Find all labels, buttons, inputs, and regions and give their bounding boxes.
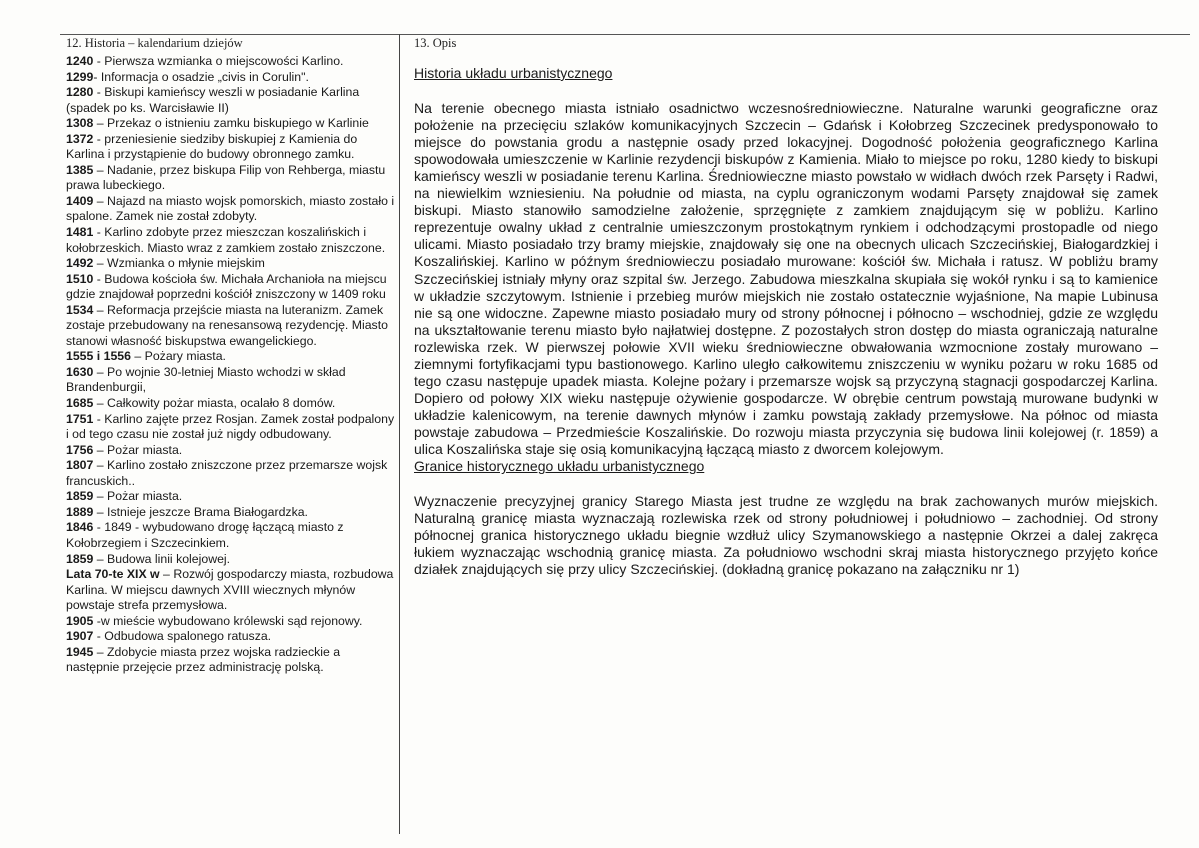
entry-year: 1751: [66, 411, 94, 426]
entry-text: - Karlino zdobyte przez mieszczan koszalińskich i kołobrzeskich. Miasto wraz z zamkiem zostało zniszczone.: [66, 225, 386, 255]
timeline-entry: [66, 412, 396, 443]
timeline-entry: [66, 303, 396, 350]
timeline-entry: [66, 458, 396, 489]
entry-year: 1846: [66, 520, 94, 535]
entry-text: - Odbudowa spalonego ratusza.: [93, 629, 272, 644]
entry-text: - Pierwsza wzmianka o miejscowości Karlino.: [93, 54, 344, 68]
description-column: [414, 65, 1158, 578]
entry-text: – Wzmianka o młynie miejskim: [93, 256, 265, 271]
timeline-entry: [66, 645, 396, 676]
entry-text: – Nadanie, przez biskupa Filip von Rehberga, miastu prawa lubeckiego.: [66, 162, 386, 193]
history-paragraph: Na terenie obecnego miasta istniało osadnictwo wczesnośredniowieczne. Naturalne warunki geograficzne oraz położenie na przecięciu szlaków komunikacyjnych Szczecin – Gdańsk i Kołobrzeg Szczecinek predysponowało to miejsce do powstania grodu a następnie osady przed lokacyjnej. Dogodność położenia geograficznego Karlina spowodowała umieszczenie w Karlinie rezydencji biskupów z Kamienia. Miało to miejsce po roku, 1280 kiedy to biskupi kamieńscy weszli w posiadanie terenu Karlina. Średniowieczne miasto powstało w widłach dwóch rzek Parsęty i Radwi, na niewielkim wzniesieniu. Na południe od miasta, na cyplu ograniczonym wodami Parsęty znajdował się zamek biskupi. Miasto stanowiło samodzielne założenie, sprzęgnięte z zamkiem znajdującym się w pobliżu. Karlino reprezentuje owalny układ z centralnie umieszczonym prostokątnym rynkiem i odchodzącymi prostopadle od niego ulicami. Miasto posiadało trzy bramy miejskie, znajdowały się one na obecnych ulicach Szczecińskiej, Białogardzkiej i Koszalińskiej. Karlino w późnym średniowieczu posiadało murowane: kościół św. Michała i ratusz. W pobliżu bramy Szczecińskiej istniały młyny oraz szpital św. Jerzego. Zabudowa mieszkalna skupiała się wokół rynku i są to kamienice w układzie szczytowym. Istnienie i przebieg murów miejskich nie zostało ostatecznie wyjaśnione, Na mapie Lubinusa nie są one widoczne. Zapewne miasto posiadało mury od strony północnej i północno – wschodniej, gdzie ze względu na ukształtowanie terenu miasto było najłatwiej dostępne. Z pozostałych stron dostęp do miasta ograniczają naturalne rozlewiska rzek. W pierwszej połowie XVII wieku średniowieczne obwałowania wzmocnione zostały murowano – ziemnymi fortyfikacjami typu bastionowego. Karlino uległo całkowitemu zniszczeniu w wyniku pożaru w roku 1685 od tego czasu następuje upadek miasta. Kolejne pożary i przemarsze wojsk są przyczyną stagnacji gospodarczej Karlina. Dopiero od połowy XIX wieku następuje ożywienie gospodarcze. W obrębie centrum powstają murowane budynki w układzie kalenicowym, na terenie dawnych młynów i zamku powstają zakłady przemysłowe. Na północ od miasta powstaje zabudowa – Przedmieście Koszalińskie. Do rozwoju miasta przyczynia się budowa linii kolejowej (r. 1859) a ulica Koszalińska staje się osią komunikacyjną łączącą miasto z dworcem kolejowym.: [414, 100, 1158, 457]
entry-text: - 1849 - wybudowano drogę łączącą miasto z Kołobrzegiem i Szczecinkiem.: [66, 520, 344, 550]
entry-year: 1409: [66, 193, 94, 208]
entry-year: 1308: [66, 116, 94, 131]
entry-year: 1685: [66, 396, 94, 411]
timeline-entry: [66, 349, 396, 365]
entry-year: 1859: [66, 551, 94, 566]
entry-year: 1372: [66, 131, 94, 146]
entry-year: 1481: [66, 225, 94, 240]
entry-text: – Budowa linii kolejowej.: [93, 551, 231, 566]
description-heading: 13. Opis: [414, 36, 457, 50]
entry-text: – Zdobycie miasta przez wojska radzieckie a następnie przejęcie przez administrację polską.: [66, 644, 341, 675]
entry-year: 1534: [66, 302, 94, 317]
entry-year: 1385: [66, 162, 94, 177]
entry-text: – Najazd na miasto wojsk pomorskich, miasto zostało i spalone. Zamek nie został zdobyty.: [66, 193, 395, 224]
borders-subheading: Granice historycznego układu urbanistycznego: [414, 458, 705, 475]
timeline-entry: [66, 552, 396, 568]
top-rule: [60, 34, 1190, 35]
timeline-entry: [66, 132, 396, 163]
entry-year: 1905: [66, 613, 94, 628]
timeline-entry: [66, 54, 396, 70]
entry-year: 1907: [66, 629, 94, 644]
entry-year: 1630: [66, 364, 94, 379]
entry-year: 1945: [66, 644, 94, 659]
entry-year: 1280: [66, 85, 94, 100]
entry-text: – Pożary miasta.: [130, 349, 226, 364]
entry-text: – Reformacja przejście miasta na luteranizm. Zamek zostaje przebudowany na renesansową rezydencję. Miasto stanowi własność biskupstwa ewangelickiego.: [66, 302, 388, 348]
entry-year: 1240: [66, 54, 94, 68]
borders-paragraph: Wyznaczenie precyzyjnej granicy Starego Miasta jest trudne ze względu na brak zachowanych murów miejskich. Naturalną granicę miasta wyznaczają rozlewiska rzek od strony południowej i południowo – zachodniej. Od strony północnej granica historycznego układu biegnie wzdłuż ulicy Szymanowskiego a następnie Okrzei a dalej zakręca łukiem wyznaczając wschodnią granicę miasta. Za południowo wschodni skraj miasta historycznego przyjęto końce działek znajdujących się przy ulicy Szczecińskiej. (dokładną granicę pokazano na załączniku nr 1): [414, 493, 1158, 578]
timeline-entry: [66, 85, 396, 116]
timeline-entry: [66, 225, 396, 256]
timeline-entry: [66, 163, 396, 194]
column-divider: [399, 34, 400, 834]
entry-year: 1555 i 1556: [66, 349, 131, 364]
history-subheading: Historia układu urbanistycznego: [414, 65, 613, 81]
timeline-entry: [66, 629, 396, 645]
timeline-list: [66, 54, 396, 676]
entry-year: 1859: [66, 489, 94, 504]
entry-year: 1889: [66, 504, 94, 519]
timeline-entry: [66, 520, 396, 551]
timeline-entry: [66, 272, 396, 303]
entry-year: 1299: [66, 69, 94, 84]
timeline-entry: [66, 116, 396, 132]
entry-text: – Pożar miasta.: [93, 442, 183, 457]
entry-year: 1492: [66, 256, 94, 271]
entry-text: -w mieście wybudowano królewski sąd rejonowy.: [93, 613, 363, 628]
timeline-entry: [66, 256, 396, 272]
entry-text: – Całkowity pożar miasta, ocalało 8 domów.: [93, 396, 336, 411]
entry-year: 1807: [66, 458, 94, 473]
entry-text: - Budowa kościoła św. Michała Archanioła na miejscu gdzie znajdował poprzedni kościół zniszczony w 1409 roku: [66, 271, 387, 302]
timeline-entry: [66, 505, 396, 521]
timeline-entry: [66, 489, 396, 505]
entry-text: - Informacja o osadzie „civis in Corulin".: [93, 69, 309, 84]
entry-text: – Istnieje jeszcze Brama Białogardzka.: [93, 504, 308, 519]
entry-year: 1756: [66, 442, 94, 457]
entry-text: – Przekaz o istnieniu zamku biskupiego w Karlinie: [93, 116, 369, 131]
timeline-entry: [66, 443, 396, 459]
entry-text: – Karlino zostało zniszczone przez przemarsze wojsk francuskich..: [66, 458, 388, 488]
timeline-entry: [66, 70, 396, 86]
timeline-entry: [66, 614, 396, 630]
timeline-entry: [66, 396, 396, 412]
entry-text: – Po wojnie 30-letniej Miasto wchodzi w skład Brandenburgii,: [66, 364, 346, 395]
entry-year: Lata 70-te XIX w: [66, 567, 160, 582]
timeline-entry: [66, 194, 396, 225]
entry-text: - Biskupi kamieńscy weszli w posiadanie Karlina (spadek po ks. Warcisławie II): [66, 85, 360, 115]
entry-text: - przeniesienie siedziby biskupiej z Kamienia do Karlina i przystąpienie do budowy obronnego zamku.: [66, 131, 358, 162]
entry-text: – Rozwój gospodarczy miasta, rozbudowa Karlina. W miejscu dawnych XVIII wiecznych młynów powstaje strefa przemysłowa.: [66, 567, 394, 613]
entry-year: 1510: [66, 271, 94, 286]
timeline-entry: [66, 567, 396, 614]
entry-text: – Pożar miasta.: [93, 489, 183, 504]
entry-text: - Karlino zajęte przez Rosjan. Zamek został podpalony i od tego czasu nie został już nigdy odbudowany.: [66, 411, 395, 442]
timeline-entry: [66, 365, 396, 396]
timeline-heading: 12. Historia – kalendarium dziejów: [66, 36, 243, 50]
